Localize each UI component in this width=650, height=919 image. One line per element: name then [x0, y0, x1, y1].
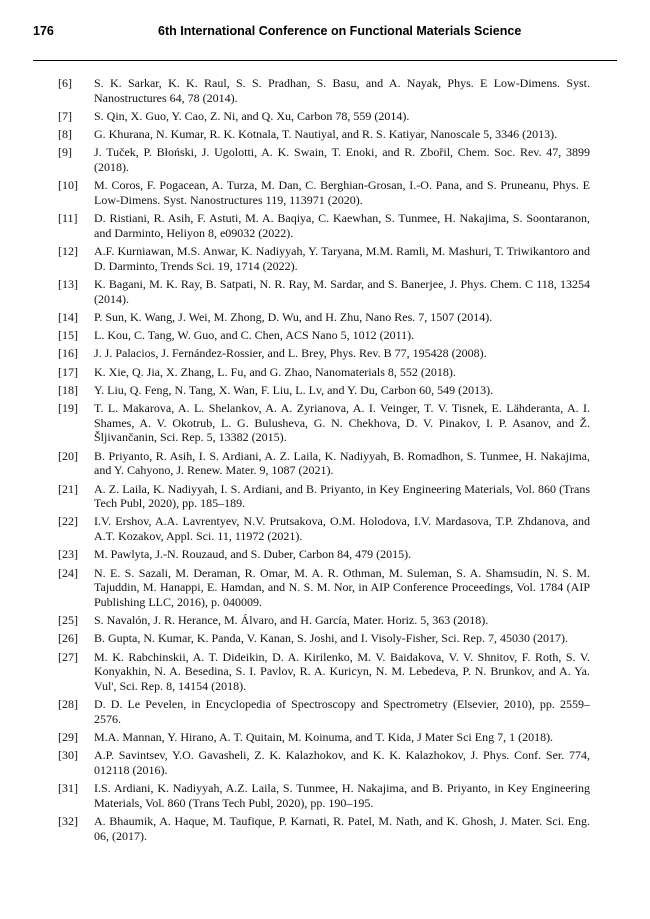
page-number: 176: [33, 24, 54, 38]
reference-item: [58, 748, 590, 777]
reference-item: [58, 383, 590, 398]
reference-item: [58, 547, 590, 562]
reference-text: P. Sun, K. Wang, J. Wei, M. Zhong, D. Wu, and H. Zhu, Nano Res. 7, 1507 (2014).: [94, 309, 493, 324]
reference-text: J. Tuček, P. Błoński, J. Ugolotti, A. K. Swain, T. Enoki, and R. Zbořil, Chem. Soc. Rev. 47, 3899 (2018).: [94, 145, 590, 175]
reference-number: [6]: [58, 76, 72, 90]
reference-text: S. Qin, X. Guo, Y. Cao, Z. Ni, and Q. Xu, Carbon 78, 559 (2014).: [94, 108, 410, 123]
reference-text: D. Ristiani, R. Asih, F. Astuti, M. A. Baqiya, C. Kaewhan, S. Tunmee, H. Nakajima, S. Soontaranon, and Darminto, Heliyon 8, e09032 (2022).: [94, 211, 590, 240]
reference-text: K. Xie, Q. Jia, X. Zhang, L. Fu, and G. Zhao, Nanomaterials 8, 552 (2018).: [94, 364, 456, 379]
reference-text: M. K. Rabchinskii, A. T. Dideikin, D. A. Kirilenko, M. V. Baidakova, V. V. Shnitov, F. Roth, S. V. Konyakhin, N. A. Besedina, S. I. Pavlov, R. A. Kuricyn, N. M. Lebedeva, P. N. Brunkov, and A. Ya. Vul', Sci. Rep. 8, 14154 (2018).: [94, 649, 590, 693]
reference-item: [58, 650, 590, 694]
reference-text: M. Pawlyta, J.-N. Rouzaud, and S. Duber, Carbon 84, 479 (2015).: [94, 547, 412, 562]
reference-text: Y. Liu, Q. Feng, N. Tang, X. Wan, F. Liu, L. Lv, and Y. Du, Carbon 60, 549 (2013).: [94, 382, 494, 397]
reference-number: [23]: [58, 547, 78, 562]
reference-text: A. Z. Laila, K. Nadiyyah, I. S. Ardiani, and B. Priyanto, in Key Engineering Materials, Vol. 860 (Trans Tech Publ, 2020), pp. 185–189.: [94, 481, 590, 511]
reference-number: [19]: [58, 401, 78, 416]
reference-text: L. Kou, C. Tang, W. Guo, and C. Chen, ACS Nano 5, 1012 (2011).: [94, 328, 415, 343]
running-title: 6th International Conference on Functional Materials Science: [158, 24, 522, 38]
reference-item: [58, 697, 590, 726]
reference-item: [58, 328, 590, 343]
reference-number: [25]: [58, 613, 78, 628]
reference-item: [58, 631, 590, 646]
reference-text: A. Bhaumik, A. Haque, M. Taufique, P. Karnati, R. Patel, M. Nath, and K. Ghosh, J. Mater. Sci. Eng. 06, (2017).: [94, 814, 590, 843]
reference-item: [58, 76, 590, 105]
reference-text: K. Bagani, M. K. Ray, B. Satpati, N. R. Ray, M. Sardar, and S. Banerjee, J. Phys. Chem. C 118, 13254 (2014).: [94, 276, 590, 306]
reference-item: [58, 814, 590, 843]
reference-number: [28]: [58, 697, 78, 712]
reference-number: [16]: [58, 346, 78, 361]
reference-item: [58, 211, 590, 240]
reference-number: [21]: [58, 481, 78, 496]
reference-text: G. Khurana, N. Kumar, R. K. Kotnala, T. Nautiyal, and R. S. Katiyar, Nanoscale 5, 3346 (2013).: [94, 127, 558, 142]
reference-number: [18]: [58, 382, 78, 397]
reference-item: [58, 613, 590, 628]
reference-text: B. Gupta, N. Kumar, K. Panda, V. Kanan, S. Joshi, and I. Visoly-Fisher, Sci. Rep. 7, 45030 (2017).: [94, 631, 568, 646]
reference-number: [13]: [58, 276, 78, 291]
reference-text: M.A. Mannan, Y. Hirano, A. T. Quitain, M. Koinuma, and T. Kida, J Mater Sci Eng 7, 1 (2018).: [94, 729, 554, 744]
reference-number: [27]: [58, 649, 78, 664]
reference-item: [58, 449, 590, 478]
reference-number: [10]: [58, 178, 78, 193]
reference-number: [26]: [58, 631, 78, 646]
reference-text: T. L. Makarova, A. L. Shelankov, A. A. Zyrianova, A. I. Veinger, T. V. Tisnek, E. Lähderanta, A. I. Shames, A. V. Okotrub, L. G. Bulusheva, G. N. Chekhova, D. V. Pinakov, I. P. Asanov, and Ž. Šljivančanin, Sci. Rep. 5, 13382 (2015).: [94, 401, 590, 445]
reference-text: S. Navalón, J. R. Herance, M. Álvaro, and H. García, Mater. Horiz. 5, 363 (2018).: [94, 613, 489, 628]
reference-text: I.S. Ardiani, K. Nadiyyah, A.Z. Laila, S. Tunmee, H. Nakajima, and B. Priyanto, in Key Engineering Materials, Vol. 860 (Trans Tech Publ, 2020), pp. 190–195.: [94, 781, 590, 810]
reference-number: [14]: [58, 309, 78, 324]
reference-item: [58, 178, 590, 207]
reference-item: [58, 566, 590, 610]
reference-text: A.P. Savintsev, Y.O. Gavasheli, Z. K. Kalazhokov, and K. K. Kalazhokov, J. Phys. Conf. Ser. 774, 012118 (2016).: [94, 748, 590, 777]
reference-number: [24]: [58, 565, 78, 580]
reference-item: [58, 365, 590, 380]
reference-item: [58, 346, 590, 361]
reference-item: [58, 244, 590, 273]
reference-item: [58, 401, 590, 445]
reference-text: D. D. Le Pevelen, in Encyclopedia of Spectroscopy and Spectrometry (Elsevier, 2010), pp. 2559–2576.: [94, 697, 590, 726]
reference-item: [58, 730, 590, 745]
reference-number: [30]: [58, 748, 78, 763]
reference-number: [7]: [58, 108, 72, 123]
reference-number: [32]: [58, 814, 78, 828]
reference-item: [58, 482, 590, 511]
reference-item: [58, 514, 590, 543]
reference-number: [22]: [58, 514, 78, 529]
reference-number: [12]: [58, 244, 78, 259]
header-rule: [33, 60, 617, 61]
reference-list: [58, 76, 590, 847]
reference-number: [9]: [58, 145, 72, 160]
reference-item: [58, 127, 590, 142]
reference-number: [17]: [58, 364, 78, 379]
reference-number: [31]: [58, 781, 78, 796]
reference-text: M. Coros, F. Pogacean, A. Turza, M. Dan, C. Berghian-Grosan, I.-O. Pana, and S. Pruneanu, Phys. E Low-Dimens. Syst. Nanostructures 119, 113971 (2020).: [94, 178, 590, 207]
reference-number: [15]: [58, 328, 78, 343]
reference-number: [11]: [58, 211, 78, 226]
reference-item: [58, 310, 590, 325]
reference-item: [58, 781, 590, 810]
reference-item: [58, 145, 590, 174]
reference-text: I.V. Ershov, A.A. Lavrentyev, N.V. Prutsakova, O.M. Holodova, I.V. Mardasova, T.P. Zhdanova, and A.T. Kozakov, Appl. Sci. 11, 11972 (2021).: [94, 514, 590, 544]
reference-number: [29]: [58, 729, 78, 744]
reference-text: J. J. Palacios, J. Fernández-Rossier, and L. Brey, Phys. Rev. B 77, 195428 (2008).: [94, 346, 487, 361]
reference-text: B. Priyanto, R. Asih, I. S. Ardiani, A. Z. Laila, K. Nadiyyah, B. Romadhon, S. Tunmee, H. Nakajima, and Y. Cahyono, J. Renew. Mater. 9, 1087 (2021).: [94, 448, 590, 478]
reference-number: [20]: [58, 448, 78, 463]
reference-item: [58, 277, 590, 306]
reference-text: N. E. S. Sazali, M. Deraman, R. Omar, M. A. R. Othman, M. Suleman, S. A. Shamsudin, N. S. M. Tajuddin, M. Hanappi, E. Hamdan, and N. S. M. Nor, in AIP Conference Proceedings, Vol. 1784 (AIP Publishing LLC, 2016), p. 040009.: [94, 565, 590, 609]
reference-text: S. K. Sarkar, K. K. Raul, S. S. Pradhan, S. Basu, and A. Nayak, Phys. E Low-Dimens. Syst. Nanostructures 64, 78 (2014).: [94, 76, 590, 105]
reference-item: [58, 109, 590, 124]
reference-number: [8]: [58, 127, 72, 142]
reference-text: A.F. Kurniawan, M.S. Anwar, K. Nadiyyah, Y. Taryana, M.M. Ramli, M. Mashuri, T. Triwikantoro and D. Darminto, Trends Sci. 19, 1714 (2022).: [94, 244, 590, 273]
